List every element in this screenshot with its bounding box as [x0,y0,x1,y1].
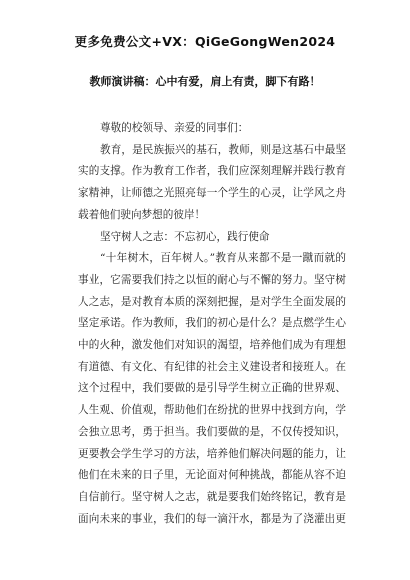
speech-body [78,118,346,530]
paragraph-line: 人生观、价值观，帮助他们在纷扰的世界中找到方向，学 [78,404,346,417]
section-heading: 坚守树人之志：不忘初心，践行使命 [100,230,270,243]
paragraph-line: 面向未来的事业，我们的每一滴汗水，都是为了浇灌出更 [78,512,346,525]
paragraph-line: 人之志，是对教育本质的深刻把握，是对学生全面发展的 [78,295,346,308]
paragraph-line: 更要教会学生学习的方法，培养他们解决问题的能力，让 [78,447,346,460]
paragraph-line: 教育，是民族振兴的基石，教师，则是这基石中最坚 [100,143,346,156]
paragraph-line: 自信前行。坚守树人之志，就是要我们始终铭记，教育是 [78,490,346,503]
paragraph-line: 会独立思考，勇于担当。我们要做的是，不仅传授知识， [78,425,346,438]
salutation-line: 尊敬的校领导、亲爱的同事们： [100,122,249,134]
speech-title: 教师演讲稿：心中有爱，肩上有责，脚下有路！ [89,75,321,88]
paragraph-line: “十年树木，百年树人。”教育从来都不是一蹴而就的 [100,252,346,265]
paragraph-line: 坚定承诺。作为教师，我们的初心是什么？是点燃学生心 [78,317,346,330]
paragraph-line: 实的支撑。作为教育工作者，我们应深刻理解并践行教育 [78,165,346,178]
paragraph-line: 这个过程中，我们要做的是引导学生树立正确的世界观、 [78,382,346,395]
promo-header: 更多免费公文+VX：QiGeGongWen2024 [74,34,336,49]
paragraph-line: 他们在未来的日子里，无论面对何种挑战，都能从容不迫 [78,469,346,482]
paragraph-line: 有道德、有文化、有纪律的社会主义建设者和接班人。在 [78,360,346,373]
paragraph-line: 家精神，让师德之光照亮每一个学生的心灵，让学风之舟 [78,187,346,200]
paragraph-line: 中的火种，激发他们对知识的渴望，培养他们成为有理想 [78,339,346,352]
paragraph-line: 事业，它需要我们持之以恒的耐心与不懈的努力。坚守树 [78,273,346,286]
paragraph-line: 载着他们驶向梦想的彼岸！ [78,208,206,221]
